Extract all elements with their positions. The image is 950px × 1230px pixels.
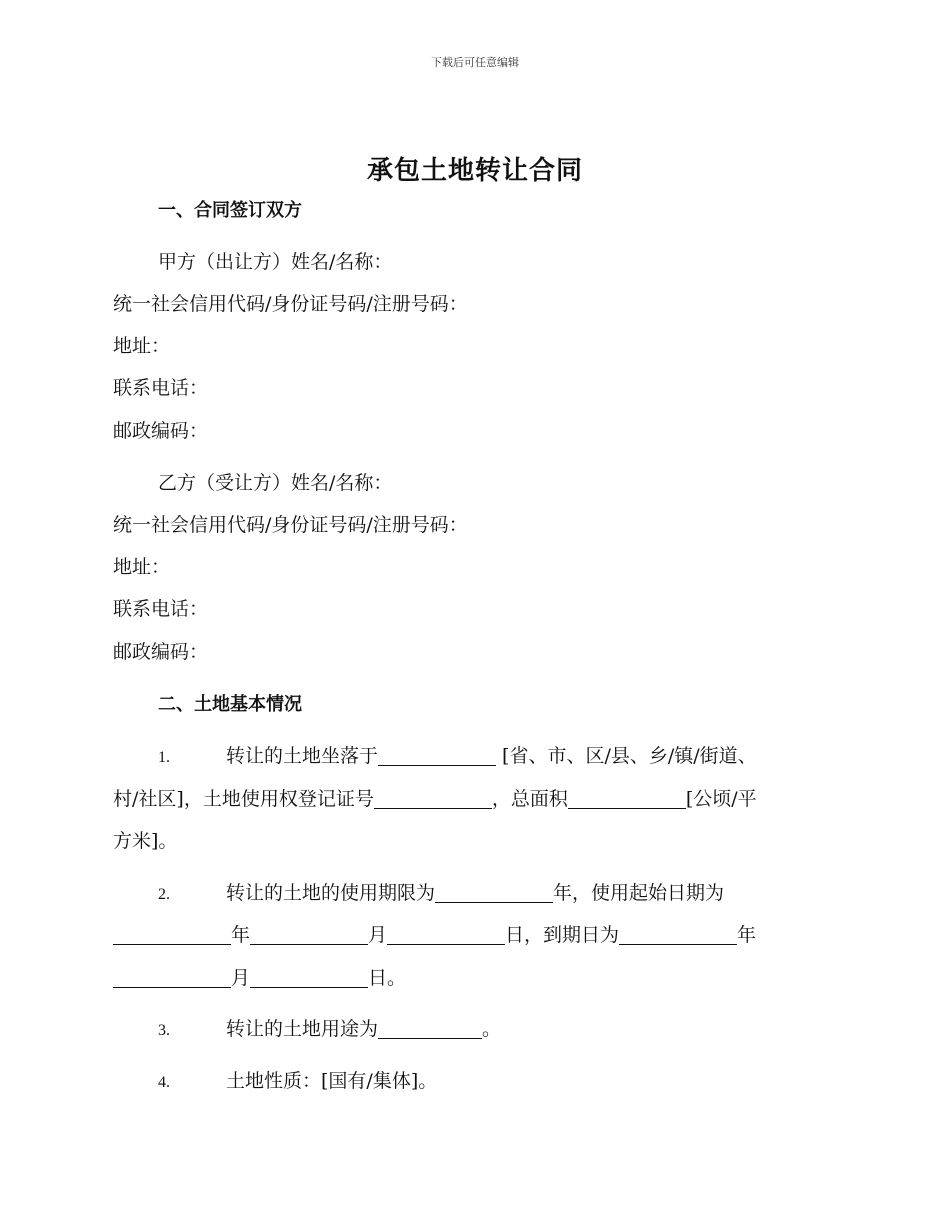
- party-a-name-label: 甲方（出让方）姓名/名称：: [158, 251, 393, 273]
- blank-field-start-month[interactable]: [250, 924, 368, 945]
- item-text: 年: [231, 924, 251, 946]
- blank-field-certificate[interactable]: [374, 788, 492, 809]
- section-heading-parties: 一、合同签订双方: [158, 200, 302, 221]
- party-b-name-label: 乙方（受让方）姓名/名称：: [158, 472, 393, 494]
- list-item-2-line-2: [113, 922, 756, 948]
- list-item-3: [158, 1016, 501, 1044]
- item-number: 1.: [158, 749, 170, 766]
- party-a-id-label: 统一社会信用代码/身份证号码/注册号码：: [113, 293, 468, 315]
- item-text: 转让的土地用途为: [226, 1018, 379, 1040]
- blank-field-term-years[interactable]: [435, 882, 553, 903]
- blank-field-area[interactable]: [568, 788, 686, 809]
- party-b-id-label: 统一社会信用代码/身份证号码/注册号码：: [113, 514, 468, 536]
- item-text: 村/社区]，土地使用权登记证号: [113, 788, 374, 810]
- list-item-4: [158, 1068, 437, 1096]
- item-text: 年: [737, 924, 757, 946]
- party-b-address-label: 地址：: [113, 556, 171, 578]
- list-item-1-line-3: 方米]。: [113, 830, 178, 852]
- list-item-2-line-1: [158, 880, 724, 908]
- item-number: 2.: [158, 886, 170, 903]
- item-text: 转让的土地坐落于: [226, 745, 379, 767]
- item-text: 转让的土地的使用期限为: [226, 882, 436, 904]
- blank-field-location[interactable]: [378, 745, 496, 766]
- blank-field-end-month[interactable]: [113, 967, 231, 988]
- item-number: 4.: [158, 1074, 170, 1091]
- party-a-phone-label: 联系电话：: [113, 377, 209, 399]
- blank-field-end-year[interactable]: [619, 924, 737, 945]
- item-text: 土地性质：[国有/集体]。: [226, 1070, 438, 1092]
- party-b-postal-label: 邮政编码：: [113, 641, 209, 663]
- list-item-1-line-1: [158, 743, 757, 771]
- party-a-address-label: 地址：: [113, 335, 171, 357]
- item-text: [省、市、区/县、乡/镇/街道、: [496, 745, 757, 767]
- item-text: 年，使用起始日期为: [553, 882, 725, 904]
- list-item-1-line-2: [113, 786, 757, 812]
- item-text: 日。: [368, 967, 407, 989]
- party-b-phone-label: 联系电话：: [113, 598, 209, 620]
- blank-field-start-day[interactable]: [387, 924, 505, 945]
- header-note: 下载后可任意编辑: [431, 56, 519, 69]
- item-text: [公顷/平: [685, 788, 757, 810]
- item-text: 月: [368, 924, 388, 946]
- blank-field-land-use[interactable]: [378, 1018, 482, 1039]
- item-text: 。: [482, 1018, 502, 1040]
- blank-field-end-day[interactable]: [250, 967, 368, 988]
- item-number: 3.: [158, 1022, 170, 1039]
- item-text: 日，到期日为: [505, 924, 620, 946]
- document-title: 承包土地转让合同: [366, 156, 583, 186]
- party-a-postal-label: 邮政编码：: [113, 420, 209, 442]
- blank-field-start-year[interactable]: [113, 924, 231, 945]
- item-text: 月: [231, 967, 251, 989]
- item-text: ，总面积: [491, 788, 568, 810]
- list-item-2-line-3: [113, 965, 406, 991]
- section-heading-land: 二、土地基本情况: [158, 694, 302, 715]
